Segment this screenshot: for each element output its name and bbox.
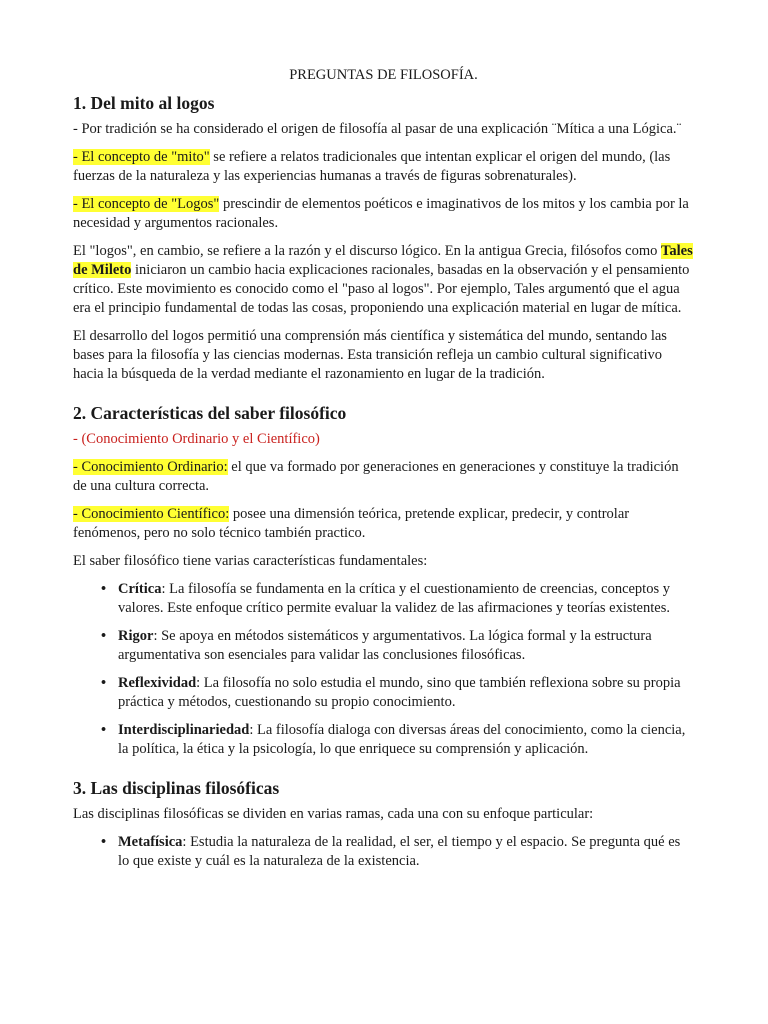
section-3-heading: 3. Las disciplinas filosóficas bbox=[73, 778, 280, 798]
mito-definition: se refiere a relatos tradicionales que intentan explicar el origen del mundo, (las fuerzas de la naturaleza y las experiencias humanas a través de figuras sobrenaturales). bbox=[73, 149, 671, 184]
section-2-paragraph-1 bbox=[73, 458, 694, 496]
list-item-text: : Estudia la naturaleza de la realidad, el ser, el tiempo y el espacio. Se pregunta qué es lo que existe y cuál es la naturaleza de la existencia. bbox=[118, 834, 681, 869]
highlight-logos: - El concepto de "Logos" bbox=[73, 196, 220, 212]
list-item bbox=[101, 674, 694, 712]
logos-text-before: El "logos", en cambio, se refiere a la razón y el discurso lógico. En la antigua Grecia, filósofos como bbox=[73, 243, 662, 259]
highlight-tales: Tales de Mileto bbox=[73, 243, 693, 278]
list-item bbox=[101, 627, 694, 665]
bullet-icon: • bbox=[101, 675, 107, 691]
bullet-icon: • bbox=[101, 628, 107, 644]
list-item-term: Reflexividad bbox=[118, 675, 197, 691]
section-1-paragraph-2 bbox=[73, 148, 694, 186]
cientifico-definition: posee una dimensión teórica, pretende explicar, predecir, y controlar fenómenos, pero no solo técnico también practico. bbox=[73, 506, 630, 541]
section-1-heading: 1. Del mito al logos bbox=[73, 93, 215, 113]
highlight-mito: - El concepto de "mito" bbox=[73, 149, 210, 165]
bullet-icon: • bbox=[101, 722, 107, 738]
list-item bbox=[101, 580, 694, 618]
ordinario-definition: el que va formado por generaciones en generaciones y constituye la tradición de una cultura correcta. bbox=[73, 459, 679, 494]
list-item-term: Crítica bbox=[118, 581, 162, 597]
list-item-term: Interdisciplinariedad bbox=[118, 722, 250, 738]
section-2-intro: El saber filosófico tiene varias características fundamentales: bbox=[73, 553, 428, 569]
section-2-subtitle: - (Conocimiento Ordinario y el Científico) bbox=[73, 431, 320, 447]
disciplines-list bbox=[73, 833, 694, 871]
bullet-icon: • bbox=[101, 834, 107, 850]
characteristics-list bbox=[73, 580, 694, 759]
list-item bbox=[101, 721, 694, 759]
section-1-paragraph-1: - Por tradición se ha considerado el origen de filosofía al pasar de una explicación ¨Mítica a una Lógica.¨ bbox=[73, 121, 682, 137]
list-item-text: : La filosofía no solo estudia el mundo, sino que también reflexiona sobre su propia práctica y métodos, cuestionando su propio conocimiento. bbox=[118, 675, 681, 710]
logos-definition: prescindir de elementos poéticos e imaginativos de los mitos y los cambia por la necesidad y argumentos racionales. bbox=[73, 196, 689, 231]
list-item-term: Metafísica bbox=[118, 834, 183, 850]
highlight-cientifico: - Conocimiento Científico: bbox=[73, 506, 230, 522]
highlight-ordinario: - Conocimiento Ordinario: bbox=[73, 459, 228, 475]
section-1-paragraph-5: El desarrollo del logos permitió una comprensión más científica y sistemática del mundo, sentando las bases para la filosofía y las ciencias modernas. Esta transición refleja un cambio cultural significativo hacia la búsqueda de la verdad mediante el razonamiento en lugar de la tradición. bbox=[73, 328, 667, 382]
section-1-paragraph-4 bbox=[73, 242, 694, 318]
section-3-intro: Las disciplinas filosóficas se dividen en varias ramas, cada una con su enfoque particular: bbox=[73, 806, 594, 822]
section-2-heading: 2. Características del saber filosófico bbox=[73, 403, 347, 423]
section-1-paragraph-3 bbox=[73, 195, 694, 233]
list-item-text: : Se apoya en métodos sistemáticos y argumentativos. La lógica formal y la estructura argumentativa son esenciales para validar las conclusiones filosóficas. bbox=[118, 628, 652, 663]
list-item bbox=[101, 833, 694, 871]
section-2-paragraph-2 bbox=[73, 505, 694, 543]
bullet-icon: • bbox=[101, 581, 107, 597]
logos-text-after: iniciaron un cambio hacia explicaciones racionales, basadas en la observación y el pensamiento crítico. Este movimiento es conocido como el "paso al logos". Por ejemplo, Tales argumentó que el agua era el principio fundamental de todas las cosas, proponiendo una explicación material en lugar de mítica. bbox=[73, 262, 690, 316]
document-title: PREGUNTAS DE FILOSOFÍA. bbox=[289, 67, 478, 83]
list-item-text: : La filosofía se fundamenta en la crítica y el cuestionamiento de creencias, conceptos y valores. Este enfoque crítico permite evaluar la validez de las afirmaciones y teorías existentes. bbox=[118, 581, 670, 616]
list-item-text: : La filosofía dialoga con diversas áreas del conocimiento, como la ciencia, la política, la ética y la psicología, lo que enriquece su comprensión y aplicación. bbox=[118, 722, 686, 757]
list-item-term: Rigor bbox=[118, 628, 154, 644]
